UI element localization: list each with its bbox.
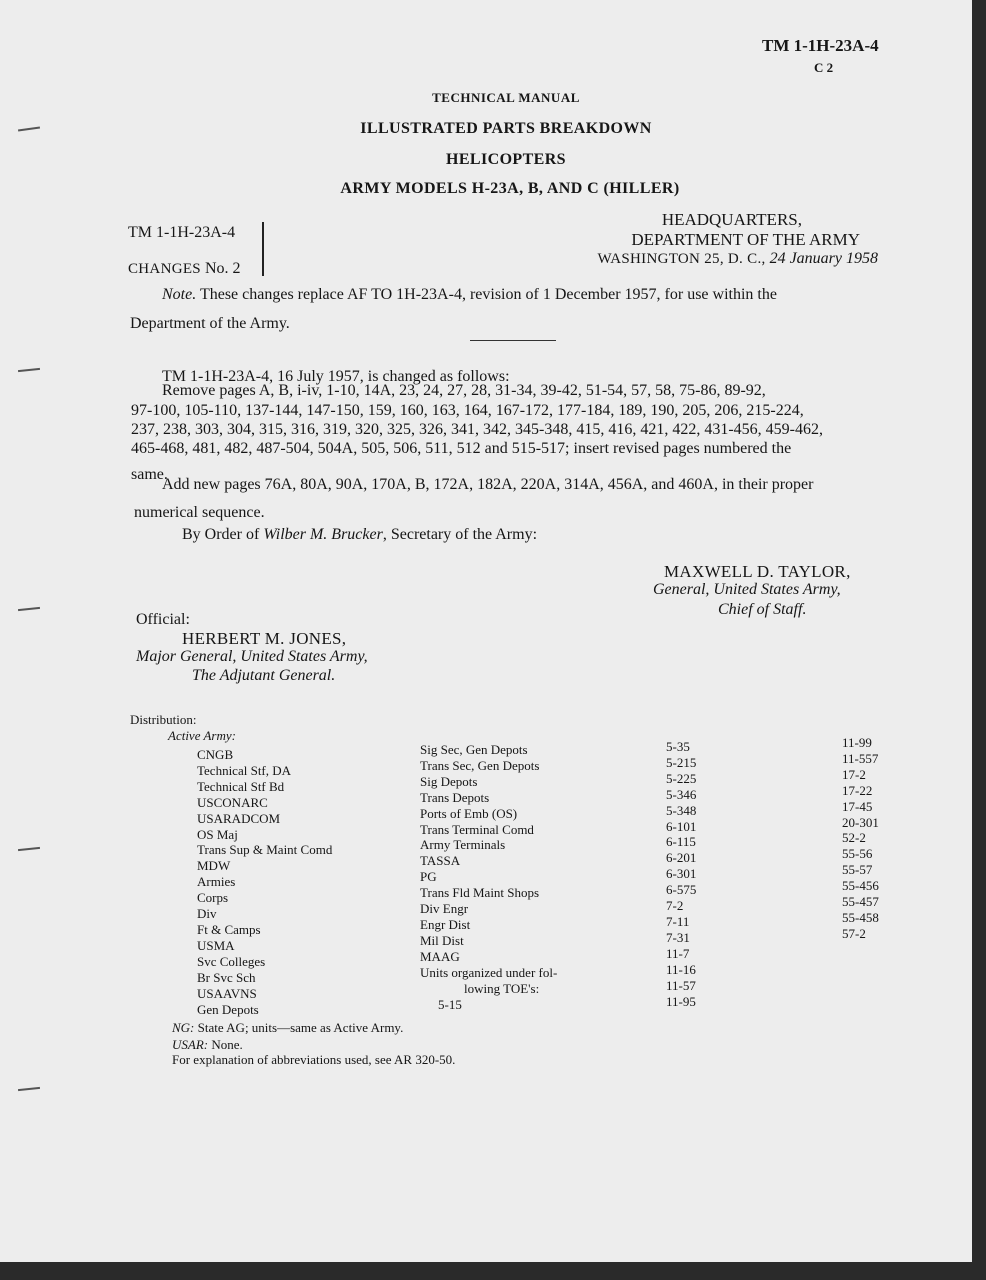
distribution-item: Br Svc Sch xyxy=(197,969,256,985)
remove-line: 465-468, 481, 482, 487-504, 504A, 505, 506, 511, 512 and 515-517; insert revised pages numbered the xyxy=(131,440,792,457)
left-tm-number: TM 1-1H-23A-4 xyxy=(128,224,236,241)
by-order-line xyxy=(182,526,537,544)
distribution-item: USAAVNS xyxy=(197,985,257,1001)
remove-line: same. xyxy=(131,466,168,483)
distribution-item: 5-15 xyxy=(438,996,462,1012)
distribution-item: MDW xyxy=(197,858,231,874)
distribution-item: Gen Depots xyxy=(197,1001,259,1017)
official-title2: The Adjutant General. xyxy=(192,667,336,684)
order-name: Wilber M. Brucker xyxy=(263,526,383,543)
distribution-item: MAAG xyxy=(420,948,460,964)
distribution-item: 7-11 xyxy=(666,913,690,929)
distribution-item: 11-99 xyxy=(842,735,872,750)
technical-manual-label: TECHNICAL MANUAL xyxy=(432,90,580,105)
ng-text: State AG; units—same as Active Army. xyxy=(197,1020,404,1035)
note-line1 xyxy=(162,286,777,304)
distribution-item: Trans Depots xyxy=(420,789,490,805)
note-text: These changes replace AF TO 1H-23A-4, revision of 1 December 1957, for use within the xyxy=(199,286,777,303)
distribution-item: Corps xyxy=(197,890,229,906)
scan-mark xyxy=(18,1087,40,1091)
note-line2: Department of the Army. xyxy=(130,315,290,332)
official-name: HERBERT M. JONES, xyxy=(182,629,347,648)
distribution-item: 55-457 xyxy=(842,894,879,910)
distribution-item: Armies xyxy=(197,874,236,890)
distribution-item: Mil Dist xyxy=(420,932,464,948)
order-prefix: By Order of xyxy=(182,526,260,543)
active-army-label: Active Army: xyxy=(168,728,236,743)
distribution-item: Div xyxy=(197,906,217,922)
abbreviations-footer: For explanation of abbreviations used, see AR 320-50. xyxy=(172,1052,456,1067)
changes-line xyxy=(128,260,241,278)
distribution-item: 5-348 xyxy=(666,802,697,818)
scan-mark xyxy=(18,847,40,851)
signature-title1: General, United States Army, xyxy=(653,581,841,598)
distribution-item: lowing TOE's: xyxy=(464,980,540,996)
subtitle: HELICOPTERS xyxy=(446,151,566,168)
distribution-item: Trans Fld Maint Shops xyxy=(420,885,540,901)
distribution-item: 6-575 xyxy=(666,882,697,898)
distribution-item: Army Terminals xyxy=(420,837,506,853)
hq-date: 24 January 1958 xyxy=(769,250,878,267)
distribution-column-1 xyxy=(197,747,332,1017)
distribution-item: 11-7 xyxy=(666,945,690,961)
header-tm-number: TM 1-1H-23A-4 xyxy=(762,36,879,55)
distribution-item: 55-458 xyxy=(842,909,879,925)
add-line: numerical sequence. xyxy=(134,504,265,521)
distribution-item: 55-56 xyxy=(842,846,873,862)
distribution-item: 5-215 xyxy=(666,754,697,770)
scan-mark xyxy=(18,607,40,611)
distribution-item: Ft & Camps xyxy=(197,921,261,937)
distribution-item: 6-101 xyxy=(666,818,697,834)
models-title: ARMY MODELS H-23A, B, AND C (HILLER) xyxy=(340,180,680,197)
distribution-item: 7-2 xyxy=(666,898,684,914)
distribution-item: 17-45 xyxy=(842,798,873,814)
distribution-item: Trans Terminal Comd xyxy=(420,821,534,837)
usar-line xyxy=(172,1037,243,1053)
distribution-item: 11-16 xyxy=(666,961,696,977)
distribution-item: Sig Depots xyxy=(420,773,478,789)
distribution-item: Svc Colleges xyxy=(197,953,266,969)
usar-text: None. xyxy=(211,1037,243,1052)
distribution-item: 5-35 xyxy=(666,739,690,754)
distribution-column-4 xyxy=(842,735,879,942)
distribution-item: PG xyxy=(420,869,437,885)
distribution-item: 5-225 xyxy=(666,770,697,786)
changes-label: CHANGES xyxy=(128,261,201,277)
distribution-column-3 xyxy=(666,739,696,1009)
distribution-item: Trans Sec, Gen Depots xyxy=(420,757,540,773)
remove-line: 237, 238, 303, 304, 315, 316, 319, 320, 325, 326, 341, 342, 345-348, 415, 416, 421, 422, 431-456, 459-462, xyxy=(131,421,823,438)
distribution-item: Trans Sup & Maint Comd xyxy=(197,842,333,858)
distribution-item: 57-2 xyxy=(842,925,866,941)
distribution-item: 17-2 xyxy=(842,766,866,782)
scan-mark xyxy=(18,368,40,372)
distribution-item: 55-57 xyxy=(842,862,873,878)
distribution-item: 7-31 xyxy=(666,929,690,945)
distribution-item: Engr Dist xyxy=(420,916,471,932)
hq-city: WASHINGTON 25, D. C., xyxy=(597,251,766,267)
distribution-item: Sig Sec, Gen Depots xyxy=(420,742,528,757)
distribution-item: Units organized under fol- xyxy=(420,964,558,980)
distribution-item: 5-346 xyxy=(666,786,697,802)
ng-label: NG: xyxy=(172,1020,195,1035)
left-block-bracket xyxy=(262,222,264,276)
distribution-item: 20-301 xyxy=(842,814,879,830)
distribution-item: 6-115 xyxy=(666,834,696,850)
distribution-item: Technical Stf, DA xyxy=(197,762,292,778)
scan-mark xyxy=(18,126,40,131)
note-label: Note. xyxy=(162,286,197,303)
distribution-item: 11-95 xyxy=(666,993,696,1009)
distribution-item: Div Engr xyxy=(420,901,469,917)
distribution-item: TASSA xyxy=(420,853,461,869)
distribution-item: 6-201 xyxy=(666,850,697,866)
header-change-code: C 2 xyxy=(814,60,834,75)
distribution-item: Ports of Emb (OS) xyxy=(420,805,518,821)
distribution-item: 55-456 xyxy=(842,878,879,894)
remove-line: Remove pages A, B, i-iv, 1-10, 14A, 23, 24, 27, 28, 31-34, 39-42, 51-54, 57, 58, 75-86, 89-92, xyxy=(162,382,766,399)
hq-line1: HEADQUARTERS, xyxy=(661,210,802,229)
ng-line xyxy=(172,1020,403,1036)
body-intro: TM 1-1H-23A-4, 16 July 1957, is changed as follows: xyxy=(162,368,510,385)
distribution-item: 11-57 xyxy=(666,977,696,993)
main-title: ILLUSTRATED PARTS BREAKDOWN xyxy=(360,120,652,137)
distribution-item: 11-557 xyxy=(842,750,879,766)
distribution-item: CNGB xyxy=(197,747,234,762)
official-label: Official: xyxy=(136,611,190,628)
remove-line: 97-100, 105-110, 137-144, 147-150, 159, 160, 163, 164, 167-172, 177-184, 189, 190, 205, 206, 215-224, xyxy=(131,402,804,419)
distribution-item: 6-301 xyxy=(666,866,697,882)
add-line: Add new pages 76A, 80A, 90A, 170A, B, 172A, 182A, 220A, 314A, 456A, and 460A, in their proper xyxy=(162,476,814,493)
distribution-item: USCONARC xyxy=(197,794,268,810)
hq-location-date xyxy=(520,250,878,268)
distribution-item: USARADCOM xyxy=(197,810,281,826)
order-suffix: , Secretary of the Army: xyxy=(382,526,538,543)
signature-name: MAXWELL D. TAYLOR, xyxy=(664,562,851,581)
distribution-item: USMA xyxy=(197,937,235,953)
distribution-label: Distribution: xyxy=(130,712,197,727)
section-divider xyxy=(470,340,556,341)
distribution-column-2 xyxy=(420,742,557,1012)
distribution-item: 52-2 xyxy=(842,830,866,846)
distribution-item: OS Maj xyxy=(197,826,238,842)
official-title1: Major General, United States Army, xyxy=(136,648,368,665)
changes-number: No. 2 xyxy=(204,260,241,277)
hq-line2: DEPARTMENT OF THE ARMY xyxy=(631,230,860,249)
signature-title2: Chief of Staff. xyxy=(718,601,807,618)
usar-label: USAR: xyxy=(172,1037,209,1052)
distribution-item: Technical Stf Bd xyxy=(197,778,285,794)
distribution-item: 17-22 xyxy=(842,782,873,798)
